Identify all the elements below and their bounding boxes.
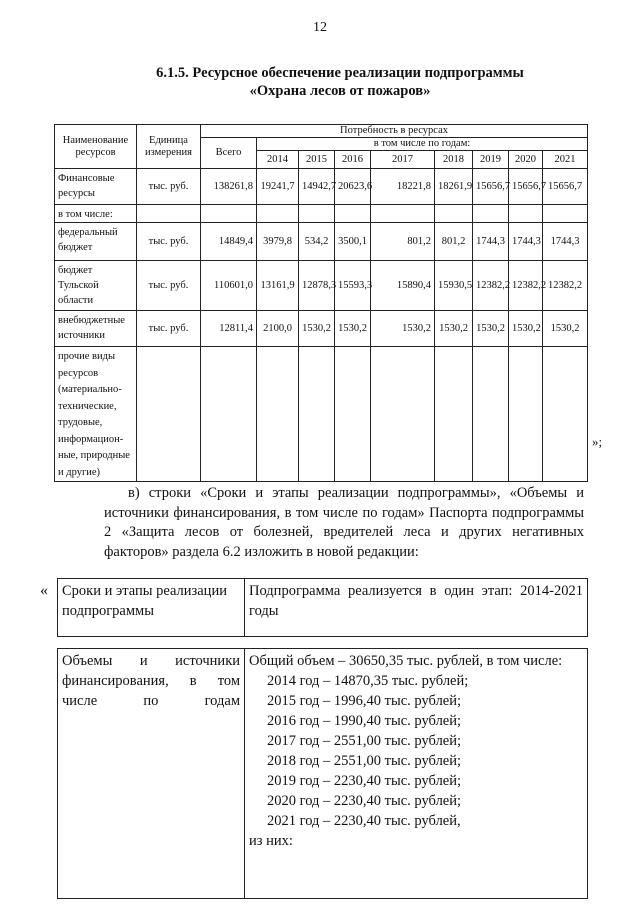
resource-table bbox=[54, 124, 588, 482]
row-value: 19241,7 bbox=[257, 169, 299, 205]
row-value: 14942,7 bbox=[299, 169, 335, 205]
volume-year: 2020 год – 2230,40 тыс. рублей; bbox=[267, 793, 462, 809]
row-total: 14849,4 bbox=[201, 223, 257, 261]
row-value: 1530,2 bbox=[473, 311, 509, 347]
volume-year: 2016 год – 1990,40 тыс. рублей; bbox=[267, 713, 462, 729]
row-value: 1744,3 bbox=[509, 223, 543, 261]
volume-year: 2014 год – 14870,35 тыс. рублей; bbox=[267, 673, 469, 689]
row-value: 13161,9 bbox=[257, 261, 299, 311]
row-value: 15656,7 bbox=[509, 169, 543, 205]
row-value: 15593,3 bbox=[335, 261, 371, 311]
row-value: 18221,8 bbox=[371, 169, 435, 205]
row-value: 2100,0 bbox=[257, 311, 299, 347]
amendment-paragraph: в) строки «Сроки и этапы реализации подпрограммы», «Объемы и источники финансирования, в том числе по годам» Паспорта подпрограммы 2 «Защита лесов от болезней, вредителей леса и других негативных факторов» раздела 6.2 изложить в новой редакции: bbox=[104, 485, 584, 560]
volume-year: 2018 год – 2551,00 тыс. рублей; bbox=[267, 753, 462, 769]
row-unit: тыс. руб. bbox=[137, 169, 201, 205]
row-value: 534,2 bbox=[299, 223, 335, 261]
volume-value bbox=[245, 649, 588, 899]
row-name: в том числе: bbox=[55, 205, 137, 223]
terms-label: Сроки и этапы реализации подпрограммы bbox=[58, 579, 245, 637]
row-value: 1530,2 bbox=[371, 311, 435, 347]
header-year: 2020 bbox=[509, 151, 543, 169]
row-value: 12382,2 bbox=[543, 261, 588, 311]
volume-year: 2021 год – 2230,40 тыс. рублей, bbox=[267, 813, 461, 829]
row-value: 12382,2 bbox=[473, 261, 509, 311]
row-unit: тыс. руб. bbox=[137, 261, 201, 311]
heading-line-1: 6.1.5. Ресурсное обеспечение реализации подпрограммы bbox=[156, 65, 524, 81]
row-value: 15656,7 bbox=[543, 169, 588, 205]
row-value: 3979,8 bbox=[257, 223, 299, 261]
row-value: 1530,2 bbox=[335, 311, 371, 347]
volume-intro: Общий объем – 30650,35 тыс. рублей, в том числе: bbox=[249, 653, 563, 669]
row-value: 20623,6 bbox=[335, 169, 371, 205]
header-need: Потребность в ресурсах bbox=[201, 125, 588, 138]
table-row bbox=[55, 223, 588, 261]
opening-quote: « bbox=[40, 582, 48, 599]
passport-volume-table bbox=[57, 648, 588, 899]
heading-line-2: «Охрана лесов от пожаров» bbox=[249, 83, 431, 99]
header-year: 2018 bbox=[435, 151, 473, 169]
header-year: 2016 bbox=[335, 151, 371, 169]
row-value: 1744,3 bbox=[473, 223, 509, 261]
row-value: 18261,9 bbox=[435, 169, 473, 205]
header-by-years: в том числе по годам: bbox=[257, 138, 588, 151]
row-total: 110601,0 bbox=[201, 261, 257, 311]
header-name: Наименование ресурсов bbox=[55, 125, 137, 169]
header-unit: Единица измерения bbox=[137, 125, 201, 169]
row-total: 12811,4 bbox=[201, 311, 257, 347]
row-name: внебюджетные источники bbox=[55, 311, 137, 347]
section-heading bbox=[120, 64, 560, 100]
row-value: 12382,2 bbox=[509, 261, 543, 311]
row-value: 1530,2 bbox=[509, 311, 543, 347]
row-value: 1530,2 bbox=[543, 311, 588, 347]
table-row bbox=[55, 205, 588, 223]
header-year: 2015 bbox=[299, 151, 335, 169]
table-row bbox=[55, 347, 588, 482]
volume-year: 2017 год – 2551,00 тыс. рублей; bbox=[267, 733, 462, 749]
header-year: 2017 bbox=[371, 151, 435, 169]
row-name: бюджет Тульской области bbox=[55, 261, 137, 311]
header-year: 2019 bbox=[473, 151, 509, 169]
row-value: 15930,5 bbox=[435, 261, 473, 311]
volume-label: Объемы и источники финансирования, в том числе по годам bbox=[58, 649, 245, 899]
row-unit: тыс. руб. bbox=[137, 223, 201, 261]
row-name: прочие виды ресурсов (материально-технические, трудовые, информацион-ные, природные и другие) bbox=[55, 347, 137, 482]
volume-year: 2019 год – 2230,40 тыс. рублей; bbox=[267, 773, 462, 789]
closing-quote: »; bbox=[592, 434, 603, 449]
row-name: Финансовые ресурсы bbox=[55, 169, 137, 205]
terms-value: Подпрограмма реализуется в один этап: 2014-2021 годы bbox=[245, 579, 588, 637]
passport-terms-table bbox=[57, 578, 588, 637]
header-year: 2014 bbox=[257, 151, 299, 169]
row-value: 15656,7 bbox=[473, 169, 509, 205]
table-row bbox=[55, 169, 588, 205]
row-value: 1530,2 bbox=[435, 311, 473, 347]
row-value: 15890,4 bbox=[371, 261, 435, 311]
header-year: 2021 bbox=[543, 151, 588, 169]
table-row bbox=[55, 261, 588, 311]
row-value: 1744,3 bbox=[543, 223, 588, 261]
volume-year: 2015 год – 1996,40 тыс. рублей; bbox=[267, 693, 462, 709]
row-unit: тыс. руб. bbox=[137, 311, 201, 347]
row-value: 1530,2 bbox=[299, 311, 335, 347]
page-number: 12 bbox=[313, 20, 327, 35]
volume-tail: из них: bbox=[249, 833, 293, 849]
row-value: 801,2 bbox=[371, 223, 435, 261]
table-row bbox=[55, 311, 588, 347]
row-total: 138261,8 bbox=[201, 169, 257, 205]
row-value: 801,2 bbox=[435, 223, 473, 261]
row-name: федеральный бюджет bbox=[55, 223, 137, 261]
row-value: 3500,1 bbox=[335, 223, 371, 261]
header-total: Всего bbox=[201, 138, 257, 169]
row-value: 12878,3 bbox=[299, 261, 335, 311]
